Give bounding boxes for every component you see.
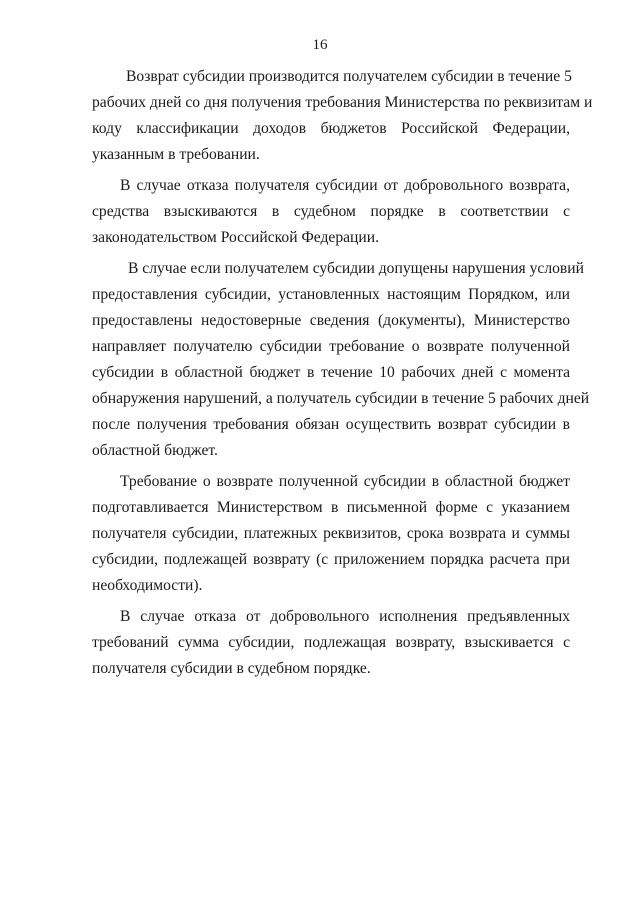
document-body [92, 64, 593, 687]
text-line: В случае отказа от добровольного исполнения предъявленных [120, 608, 570, 625]
text-line: получателя субсидии, платежных реквизитов, срока возврата и суммы [92, 525, 570, 542]
text-line: законодательством Российской Федерации. [92, 229, 379, 246]
text-line: В случае если получателем субсидии допущены нарушения условий [128, 260, 584, 277]
paragraph-demand-preparation [92, 469, 570, 599]
text-line: областной бюджет. [92, 442, 218, 459]
text-line: получателя субсидии в судебном порядке. [92, 660, 371, 677]
text-line: направляет получателю субсидии требование о возврате полученной [92, 338, 570, 355]
text-line: субсидии, подлежащей возврату (с приложением порядка расчета при [92, 551, 570, 568]
text-line: требований сумма субсидии, подлежащая возврату, взыскивается с [92, 634, 570, 651]
text-line: предоставлены недостоверные сведения (документы), Министерство [92, 312, 570, 329]
text-line: подготавливается Министерством в письменной форме с указанием [92, 499, 570, 516]
text-line: В случае отказа получателя субсидии от добровольного возврата, [120, 177, 570, 194]
text-line: предоставления субсидии, установленных настоящим Порядком, или [92, 286, 570, 303]
text-line: указанным в требовании. [92, 146, 260, 163]
paragraph-violations [92, 256, 590, 464]
text-line: после получения требования обязан осуществить возврат субсидии в [92, 416, 570, 433]
text-line: субсидии в областной бюджет в течение 10 рабочих дней с момента [92, 364, 570, 381]
text-line: Требование о возврате полученной субсидии в областной бюджет [120, 473, 570, 490]
page-number: 16 [312, 37, 328, 53]
paragraph-court-recovery [92, 604, 570, 682]
paragraph-refund-terms [92, 64, 593, 168]
paragraph-refusal-court [92, 173, 570, 251]
text-line: средства взыскиваются в судебном порядке в соответствии с [92, 203, 570, 220]
text-line: обнаружения нарушений, а получатель субсидии в течение 5 рабочих дней [92, 390, 590, 407]
text-line: рабочих дней со дня получения требования Министерства по реквизитам и [92, 94, 593, 111]
text-line: Возврат субсидии производится получателем субсидии в течение 5 [126, 68, 572, 85]
text-line: коду классификации доходов бюджетов Российской Федерации, [92, 120, 570, 137]
text-line: необходимости). [92, 577, 203, 594]
